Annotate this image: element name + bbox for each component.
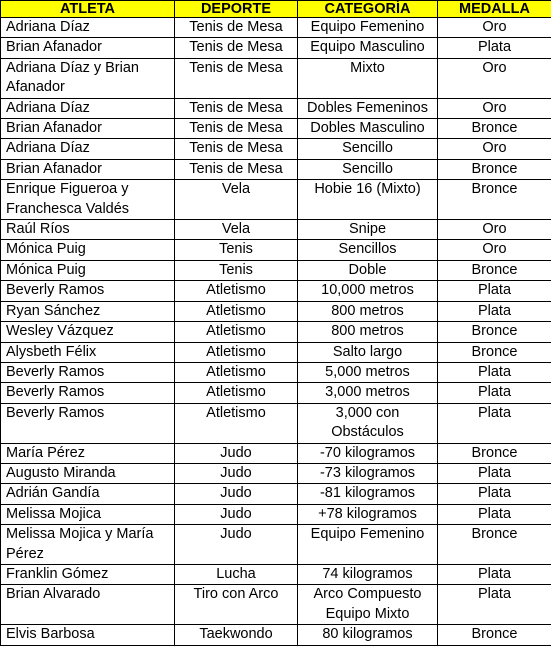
cell-medalla: Plata — [438, 403, 551, 443]
cell-medalla: Bronce — [438, 625, 551, 645]
cell-categoria: Sencillo — [298, 139, 438, 159]
cell-categoria: Equipo Masculino — [298, 38, 438, 58]
header-atleta: ATLETA — [1, 1, 175, 18]
cell-atleta: Enrique Figueroa y Franchesca Valdés — [1, 180, 175, 220]
cell-deporte: Tenis — [175, 240, 298, 260]
cell-atleta: Alysbeth Félix — [1, 342, 175, 362]
table-row — [1, 260, 551, 280]
cell-medalla: Bronce — [438, 159, 551, 179]
cell-deporte: Taekwondo — [175, 625, 298, 645]
table-row — [1, 18, 551, 38]
cell-atleta: Melissa Mojica y María Pérez — [1, 525, 175, 565]
cell-categoria: 3,000 metros — [298, 383, 438, 403]
header-categoria: CATEGORÍA — [298, 1, 438, 18]
cell-categoria: Doble — [298, 260, 438, 280]
cell-deporte: Atletismo — [175, 383, 298, 403]
table-row — [1, 342, 551, 362]
cell-medalla: Oro — [438, 220, 551, 240]
cell-categoria: Sencillo — [298, 159, 438, 179]
cell-atleta: Franklin Gómez — [1, 564, 175, 584]
table-row — [1, 58, 551, 98]
table-row — [1, 220, 551, 240]
cell-atleta: Beverly Ramos — [1, 281, 175, 301]
cell-categoria: 3,000 con Obstáculos — [298, 403, 438, 443]
cell-deporte: Atletismo — [175, 301, 298, 321]
cell-categoria: 5,000 metros — [298, 362, 438, 382]
cell-medalla: Plata — [438, 585, 551, 625]
cell-atleta: Beverly Ramos — [1, 403, 175, 443]
cell-medalla: Oro — [438, 98, 551, 118]
table-row — [1, 139, 551, 159]
table-row — [1, 281, 551, 301]
cell-deporte: Vela — [175, 220, 298, 240]
cell-deporte: Tenis de Mesa — [175, 119, 298, 139]
cell-atleta: Wesley Vázquez — [1, 322, 175, 342]
cell-medalla: Plata — [438, 564, 551, 584]
cell-deporte: Tenis de Mesa — [175, 98, 298, 118]
cell-atleta: Beverly Ramos — [1, 383, 175, 403]
cell-deporte: Atletismo — [175, 281, 298, 301]
cell-medalla: Bronce — [438, 322, 551, 342]
cell-deporte: Vela — [175, 180, 298, 220]
table-row — [1, 484, 551, 504]
cell-medalla: Oro — [438, 58, 551, 98]
cell-deporte: Tenis de Mesa — [175, 159, 298, 179]
cell-atleta: Ryan Sánchez — [1, 301, 175, 321]
cell-medalla: Bronce — [438, 443, 551, 463]
cell-atleta: Melissa Mojica — [1, 504, 175, 524]
cell-medalla: Plata — [438, 38, 551, 58]
table-row — [1, 383, 551, 403]
table-row — [1, 362, 551, 382]
cell-deporte: Judo — [175, 525, 298, 565]
cell-medalla: Plata — [438, 281, 551, 301]
cell-categoria: -81 kilogramos — [298, 484, 438, 504]
cell-medalla: Oro — [438, 240, 551, 260]
cell-atleta: Brian Afanador — [1, 159, 175, 179]
cell-medalla: Plata — [438, 504, 551, 524]
cell-categoria: Snipe — [298, 220, 438, 240]
cell-atleta: Brian Afanador — [1, 38, 175, 58]
table-row — [1, 403, 551, 443]
cell-atleta: Augusto Miranda — [1, 463, 175, 483]
table-row — [1, 585, 551, 625]
cell-medalla: Plata — [438, 362, 551, 382]
cell-categoria: Sencillos — [298, 240, 438, 260]
cell-atleta: Adriana Díaz — [1, 18, 175, 38]
table-row — [1, 463, 551, 483]
cell-atleta: Adrián Gandía — [1, 484, 175, 504]
cell-categoria: Equipo Femenino — [298, 18, 438, 38]
cell-categoria: 80 kilogramos — [298, 625, 438, 645]
cell-medalla: Plata — [438, 484, 551, 504]
cell-atleta: Brian Alvarado — [1, 585, 175, 625]
cell-atleta: Raúl Ríos — [1, 220, 175, 240]
cell-deporte: Tenis de Mesa — [175, 139, 298, 159]
cell-deporte: Judo — [175, 504, 298, 524]
header-row — [1, 1, 551, 18]
cell-categoria: Dobles Masculino — [298, 119, 438, 139]
cell-deporte: Tiro con Arco — [175, 585, 298, 625]
cell-medalla: Plata — [438, 301, 551, 321]
cell-categoria: 800 metros — [298, 301, 438, 321]
cell-atleta: Brian Afanador — [1, 119, 175, 139]
table-row — [1, 301, 551, 321]
cell-deporte: Atletismo — [175, 322, 298, 342]
cell-atleta: Adriana Díaz — [1, 98, 175, 118]
table-row — [1, 159, 551, 179]
cell-deporte: Judo — [175, 463, 298, 483]
cell-medalla: Plata — [438, 463, 551, 483]
cell-atleta: Mónica Puig — [1, 240, 175, 260]
cell-atleta: María Pérez — [1, 443, 175, 463]
cell-categoria: Mixto — [298, 58, 438, 98]
cell-categoria: +78 kilogramos — [298, 504, 438, 524]
cell-medalla: Bronce — [438, 180, 551, 220]
table-row — [1, 180, 551, 220]
cell-categoria: 74 kilogramos — [298, 564, 438, 584]
table-row — [1, 322, 551, 342]
cell-medalla: Bronce — [438, 525, 551, 565]
cell-deporte: Atletismo — [175, 403, 298, 443]
table-row — [1, 443, 551, 463]
cell-categoria: -70 kilogramos — [298, 443, 438, 463]
cell-deporte: Tenis de Mesa — [175, 38, 298, 58]
cell-atleta: Beverly Ramos — [1, 362, 175, 382]
cell-deporte: Tenis de Mesa — [175, 58, 298, 98]
table-row — [1, 625, 551, 645]
cell-medalla: Oro — [438, 18, 551, 38]
cell-deporte: Tenis de Mesa — [175, 18, 298, 38]
cell-atleta: Adriana Díaz — [1, 139, 175, 159]
cell-deporte: Lucha — [175, 564, 298, 584]
cell-medalla: Bronce — [438, 342, 551, 362]
cell-categoria: Arco Compuesto Equipo Mixto — [298, 585, 438, 625]
table-row — [1, 38, 551, 58]
table-row — [1, 119, 551, 139]
cell-atleta: Adriana Díaz y Brian Afanador — [1, 58, 175, 98]
cell-deporte: Judo — [175, 443, 298, 463]
cell-categoria: Hobie 16 (Mixto) — [298, 180, 438, 220]
table-row — [1, 525, 551, 565]
cell-atleta: Elvis Barbosa — [1, 625, 175, 645]
table-body — [1, 18, 551, 646]
table-row — [1, 564, 551, 584]
cell-categoria: 800 metros — [298, 322, 438, 342]
cell-deporte: Atletismo — [175, 362, 298, 382]
table-row — [1, 240, 551, 260]
table-row — [1, 98, 551, 118]
table-row — [1, 504, 551, 524]
cell-categoria: -73 kilogramos — [298, 463, 438, 483]
cell-deporte: Atletismo — [175, 342, 298, 362]
cell-atleta: Mónica Puig — [1, 260, 175, 280]
cell-medalla: Bronce — [438, 260, 551, 280]
cell-medalla: Plata — [438, 383, 551, 403]
cell-categoria: Dobles Femeninos — [298, 98, 438, 118]
cell-medalla: Oro — [438, 139, 551, 159]
cell-deporte: Judo — [175, 484, 298, 504]
cell-deporte: Tenis — [175, 260, 298, 280]
header-deporte: DEPORTE — [175, 1, 298, 18]
cell-categoria: 10,000 metros — [298, 281, 438, 301]
header-medalla: MEDALLA — [438, 1, 551, 18]
cell-categoria: Equipo Femenino — [298, 525, 438, 565]
cell-medalla: Bronce — [438, 119, 551, 139]
cell-categoria: Salto largo — [298, 342, 438, 362]
